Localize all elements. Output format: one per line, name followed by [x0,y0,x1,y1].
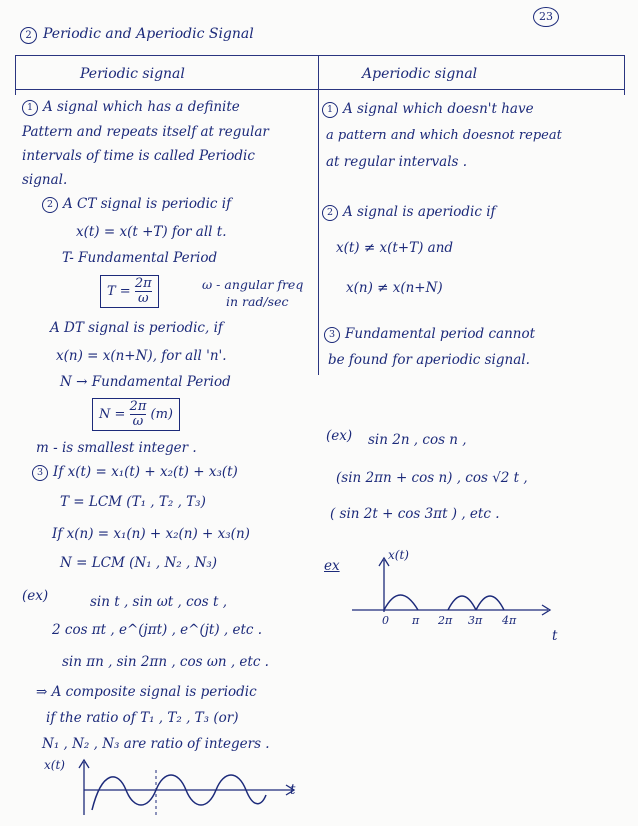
left-p3-line-4: N = LCM (N₁ , N₂ , N₃) [60,555,218,571]
right-p3-number: 3 [324,327,340,343]
title-text: Periodic and Aperiodic Signal [43,26,254,42]
left-p1-line-3: intervals of time is called Periodic [22,148,255,164]
page-number: 23 [533,7,559,27]
n-def: N → Fundamental Period [60,374,231,390]
left-p3-line-2: T = LCM (T₁ , T₂ , T₃) [60,494,206,510]
left-p2-text-1: A CT signal is periodic if [63,196,232,212]
right-graph-hump-2 [448,596,476,610]
left-p1-line-4: signal. [22,172,68,188]
right-p3-text-1: Fundamental period cannot [345,326,536,342]
left-p2-number: 2 [42,197,58,213]
right-ex-line-2: (sin 2πn + cos n) , cos √2 t , [336,470,528,486]
box2-denominator: ω [132,414,144,429]
box1-numerator: 2π [134,276,152,291]
left-graph-xlabel: t [290,782,296,798]
right-p2-number: 2 [322,205,338,221]
right-p1-line-3: at regular intervals . [326,154,468,170]
left-graph-ylabel: x(t) [44,758,65,772]
right-tick-4: 4π [502,614,517,627]
box2-lhs: N = [99,407,126,422]
right-p2-line-2: x(t) ≠ x(t+T) and [336,240,454,256]
right-p2-line-3: x(n) ≠ x(n+N) [346,280,443,296]
right-tick-3: 3π [468,614,483,627]
right-tick-0: 0 [382,614,389,627]
dt-equation: x(n) = x(n+N), for all 'n'. [56,348,227,364]
right-graph-hump-3 [476,596,504,610]
box1-denominator: ω [137,291,149,306]
left-column-header: Periodic signal [80,66,185,82]
left-p3-text-1: If x(t) = x₁(t) + x₂(t) + x₃(t) [53,464,238,480]
right-graph-ex-label: ex [324,558,340,574]
omega-note-2: in rad/sec [226,294,289,309]
left-graph-sine [92,775,266,810]
right-p3-line-2: be found for aperiodic signal. [328,352,530,368]
right-p2-text-1: A signal is aperiodic if [343,204,496,220]
right-p1-text-1: A signal which doesn't have [343,101,534,117]
m-def: m - is smallest integer . [36,440,197,456]
right-graph-xlabel: t [552,628,558,644]
left-ex-line-3: sin πn , sin 2πn , cos ωn , etc . [62,654,269,670]
composite-line-2: if the ratio of T₁ , T₂ , T₃ (or) [46,710,239,726]
left-ex-line-2: 2 cos πt , e^(jπt) , e^(jt) , etc . [52,622,263,638]
right-column-header: Aperiodic signal [362,66,478,82]
left-p2-eq1: x(t) = x(t +T) for all t. [76,224,227,240]
composite-line-1: ⇒ A composite signal is periodic [36,684,257,700]
right-ex-label: (ex) [326,428,353,444]
title-number: 2 [20,27,37,44]
left-ex-line-1: sin t , sin ωt , cos t , [90,594,227,610]
right-tick-1: π [412,614,420,627]
omega-note-1: ω - angular freq [202,277,304,292]
right-p1-number: 1 [322,102,338,118]
dt-line: A DT signal is periodic, if [50,320,223,336]
left-p1-number: 1 [22,100,38,116]
right-tick-2: 2π [438,614,453,627]
right-p1-line-2: a pattern and which doesnot repeat [326,128,562,143]
left-ex-label: (ex) [22,588,49,604]
left-p1-text-1: A signal which has a definite [43,99,240,115]
left-p1-line-2: Pattern and repeats itself at regular [22,124,269,140]
right-ex-line-3: ( sin 2t + cos 3πt ) , etc . [330,506,500,522]
left-p2-t-def: T- Fundamental Period [62,250,218,266]
box2-numerator: 2π [129,399,147,414]
box2-rhs: (m) [150,407,173,422]
left-p3-line-3: If x(n) = x₁(n) + x₂(n) + x₃(n) [52,526,250,542]
right-graph-ylabel: x(t) [388,548,409,562]
box1-lhs: T = [107,284,131,299]
right-graph-hump-1 [384,595,418,610]
right-ex-line-1: sin 2n , cos n , [368,432,467,448]
left-p3-number: 3 [32,465,48,481]
composite-line-3: N₁ , N₂ , N₃ are ratio of integers . [42,736,270,752]
